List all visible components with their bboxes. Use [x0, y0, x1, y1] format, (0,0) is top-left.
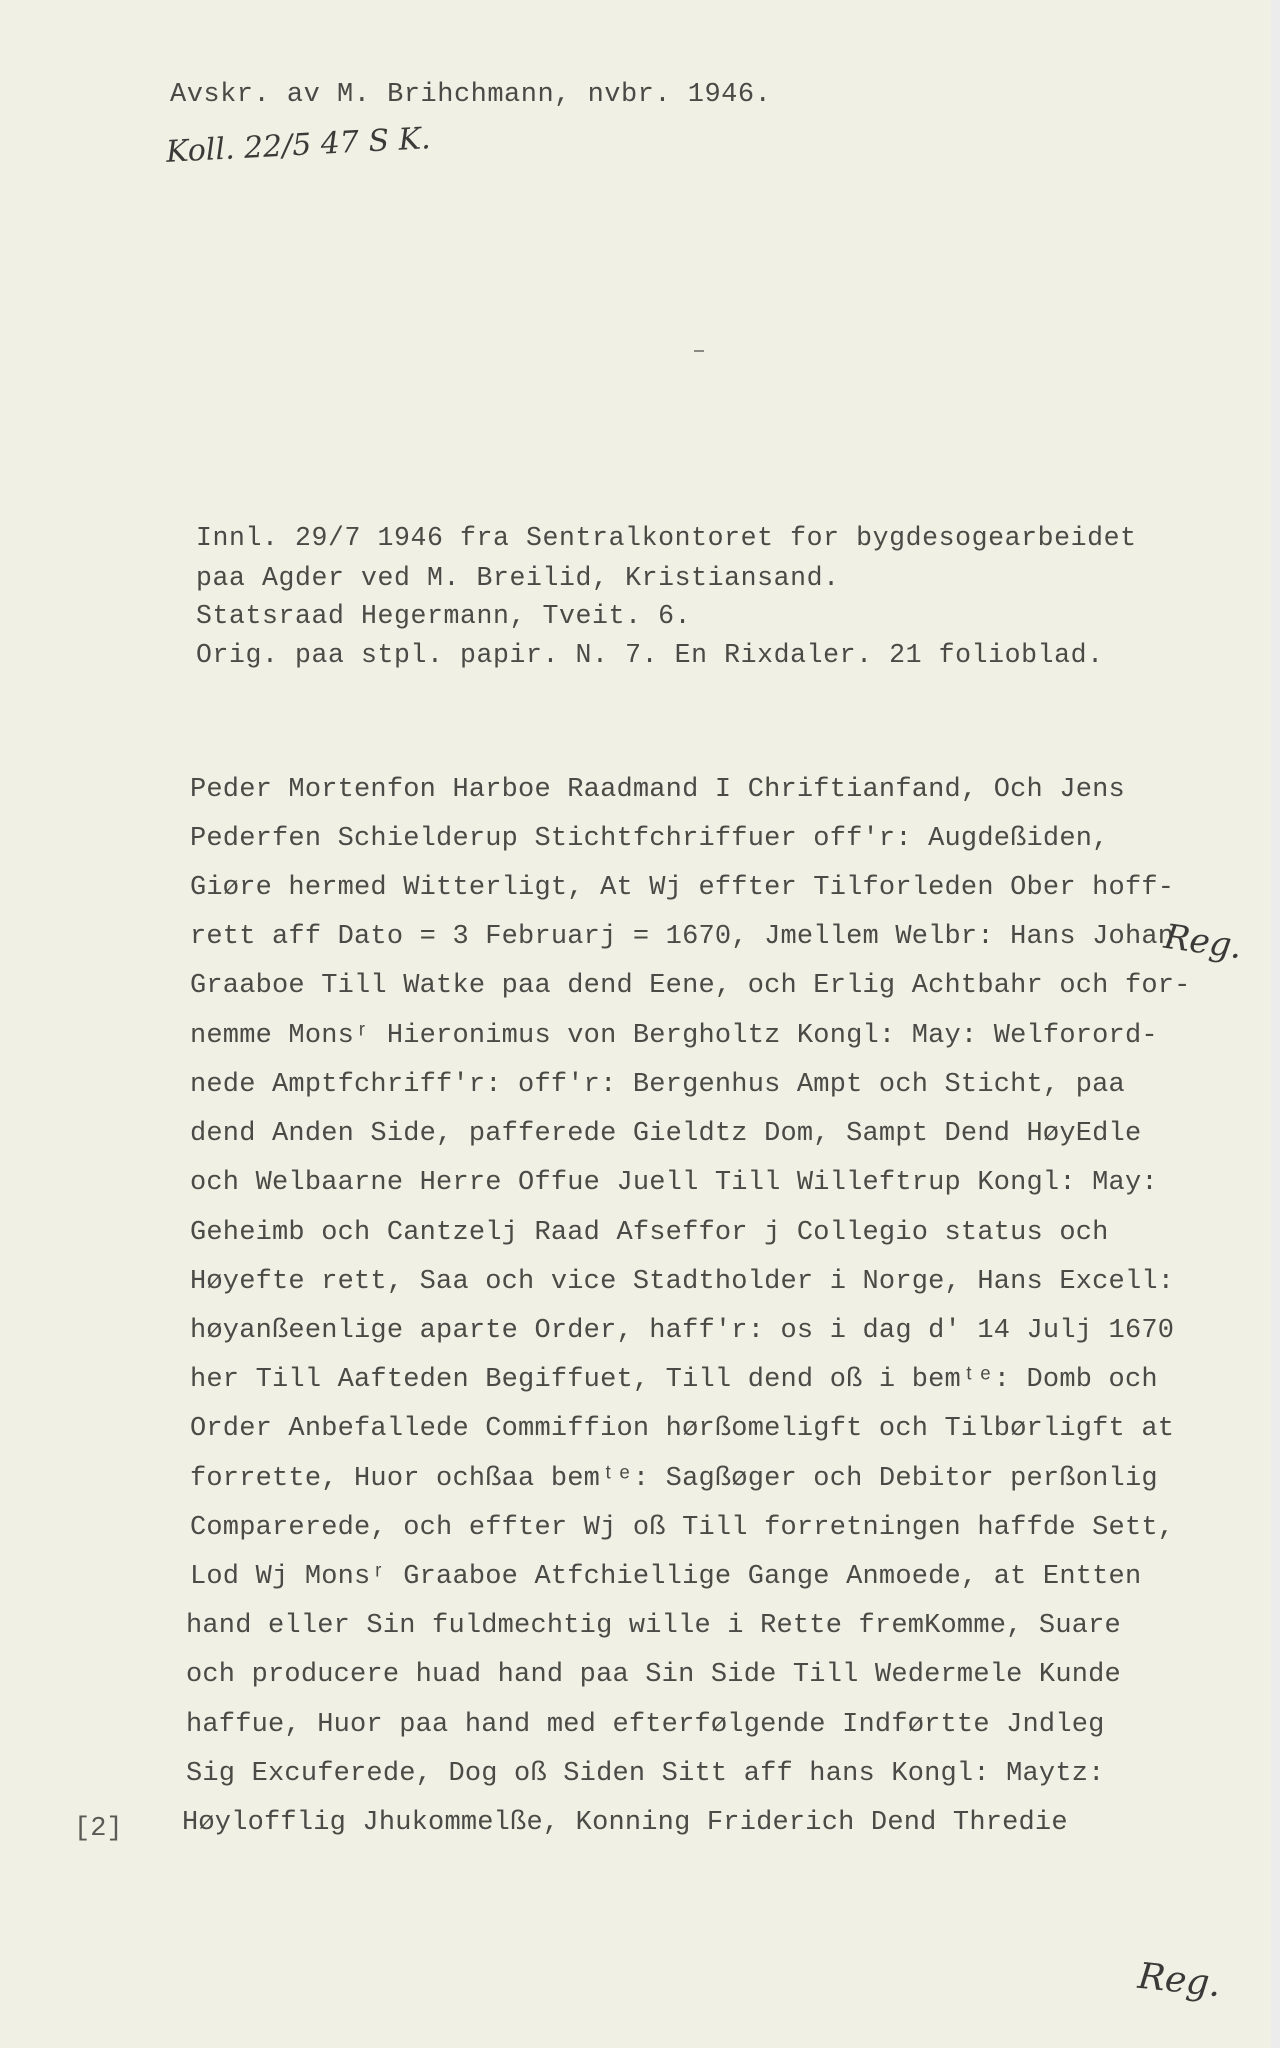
body-line: nemme Monsʳ Hieronimus von Bergholtz Kongl: May: Welforord- — [190, 1021, 1158, 1051]
meta-line-1: Innl. 29/7 1946 fra Sentralkontoret for bygdesogearbeidet — [196, 523, 1137, 553]
handwritten-collection-ref: Koll. 22/5 47 S K. — [165, 121, 432, 170]
body-line: dend Anden Side, pafferede Gieldtz Dom, Sampt Dend HøyEdle — [190, 1119, 1142, 1149]
body-line: rett aff Dato = 3 Februarj = 1670, Jmellem Welbr: Hans Johan — [190, 922, 1175, 952]
body-line: och producere huad hand paa Sin Side Till Wedermele Kunde — [186, 1660, 1121, 1690]
body-line: nede Amptfchriff'r: off'r: Bergenhus Ampt och Sticht, paa — [190, 1070, 1125, 1100]
body-line: Graaboe Till Watke paa dend Eene, och Erlig Achtbahr och for- — [190, 971, 1191, 1001]
page-marker: [2] — [74, 1814, 123, 1844]
separator-mark — [694, 350, 704, 352]
meta-line-4: Orig. paa stpl. papir. N. 7. En Rixdaler. 21 folioblad. — [196, 640, 1104, 670]
body-line: Sig Excuferede, Dog oß Siden Sitt aff hans Kongl: Maytz: — [186, 1759, 1105, 1789]
body-line: haffue, Huor paa hand med efterfølgende Indførtte Jndleg — [186, 1710, 1105, 1740]
body-line: hand eller Sin fuldmechtig wille i Rette fremKomme, Suare — [186, 1611, 1121, 1641]
body-line: Comparerede, och effter Wj oß Till forretningen haffde Sett, — [190, 1513, 1175, 1543]
body-line: Order Anbefallede Commiffion hørßomeligft och Tilbørligft at — [190, 1414, 1175, 1444]
body-line: Lod Wj Monsʳ Graaboe Atfchiellige Gange Anmoede, at Entten — [190, 1562, 1142, 1592]
body-line: høyanßeenlige aparte Order, haff'r: os i dag d' 14 Julj 1670 — [190, 1316, 1175, 1346]
transcription-note: Avskr. av M. Brihchmann, nvbr. 1946. — [170, 80, 772, 110]
page-edge — [1271, 0, 1280, 2048]
body-line: Peder Mortenfon Harboe Raadmand I Chriftianfand, Och Jens — [190, 775, 1125, 805]
body-line: Høyefte rett, Saa och vice Stadtholder i Norge, Hans Excell: — [190, 1267, 1175, 1297]
body-line: och Welbaarne Herre Offue Juell Till Willeftrup Kongl: May: — [190, 1168, 1158, 1198]
body-line: forrette, Huor ochßaa bemᵗᵉ: Sagßøger och Debitor perßonlig — [190, 1464, 1158, 1494]
margin-reg-note-bottom: Reg. — [1136, 1955, 1223, 2006]
body-line: her Till Aafteden Begiffuet, Till dend oß i bemᵗᵉ: Domb och — [190, 1365, 1158, 1395]
body-line: Høylofflig Jhukommelße, Konning Friderich Dend Thredie — [182, 1808, 1068, 1838]
body-line: Pederfen Schielderup Stichtfchriffuer off'r: Augdeßiden, — [190, 824, 1109, 854]
meta-line-2: paa Agder ved M. Breilid, Kristiansand. — [196, 563, 840, 593]
body-line: Giøre hermed Witterligt, At Wj effter Tilforleden Ober hoff- — [190, 873, 1175, 903]
meta-line-3: Statsraad Hegermann, Tveit. 6. — [196, 601, 692, 631]
body-line: Geheimb och Cantzelj Raad Afseffor j Collegio status och — [190, 1218, 1109, 1248]
margin-reg-note: Reg. — [1161, 916, 1245, 968]
